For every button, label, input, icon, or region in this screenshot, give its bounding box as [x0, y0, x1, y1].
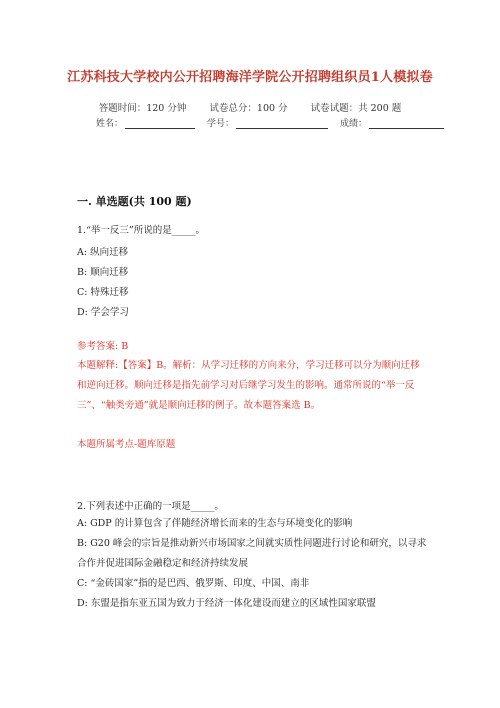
question-2-option-c: C: “金砖国家”指的是巴西、俄罗斯、印度、中国、南非: [77, 578, 310, 589]
question-2-option-b: B: G20 峰会的宗旨是推动新兴市场国家之间就实质性问题进行讨论和研究，以寻求合作并促进国际金融稳定和经济持续发展: [77, 538, 427, 569]
name-blank: [125, 118, 195, 129]
question-2-option-d: D: 东盟是指东亚五国为致力于经济一体化建设而建立的区域性国家联盟: [77, 598, 376, 609]
question-1-option-d: D: 学会学习: [77, 307, 129, 318]
id-field: [207, 116, 328, 129]
name-label: 姓名：: [96, 119, 124, 129]
score-blank: [369, 118, 444, 129]
question-1-option-c: C: 特殊迁移: [77, 287, 129, 298]
question-1-knowledge-point: 本题所属考点-题库原题: [77, 439, 176, 450]
id-label: 学号：: [207, 119, 235, 129]
question-1-stem: 1.“举一反三”所说的是_____。: [77, 225, 206, 236]
name-field: [96, 116, 195, 129]
total-score: 试卷总分：100 分: [209, 103, 288, 114]
question-1-answer: 参考答案: B: [77, 341, 129, 352]
question-1-explanation: 本题解释:【答案】B。解析：从学习迁移的方向来分，学习迁移可以分为顺向迁移和逆向迁移。顺向迁移是指先前学习对后继学习发生的影响。通常所说的“举一反三”、“触类旁通”就是顺向迁移的例子。故本题答案选 B。: [77, 360, 420, 411]
total-questions: 试卷试题：共 200 题: [310, 103, 402, 114]
exam-info: [0, 100, 500, 114]
question-2-stem: 2.下列表述中正确的一项是_____。: [77, 501, 224, 512]
question-1-option-b: B: 顺向迁移: [77, 267, 129, 278]
score-label: 成绩：: [340, 119, 368, 129]
section-title: 一. 单选题(共 100 题): [77, 195, 192, 208]
student-info: [96, 116, 456, 129]
exam-time: 答题时间：120 分钟: [98, 103, 187, 114]
score-field: [340, 116, 444, 129]
id-blank: [236, 118, 328, 129]
question-1-option-a: A: 纵向迁移: [77, 247, 129, 258]
document-title: 江苏科技大学校内公开招聘海洋学院公开招聘组织员1人模拟卷: [67, 70, 433, 85]
question-2-option-a: A: GDP 的计算包含了伴随经济增长而来的生态与环境变化的影响: [77, 518, 353, 529]
